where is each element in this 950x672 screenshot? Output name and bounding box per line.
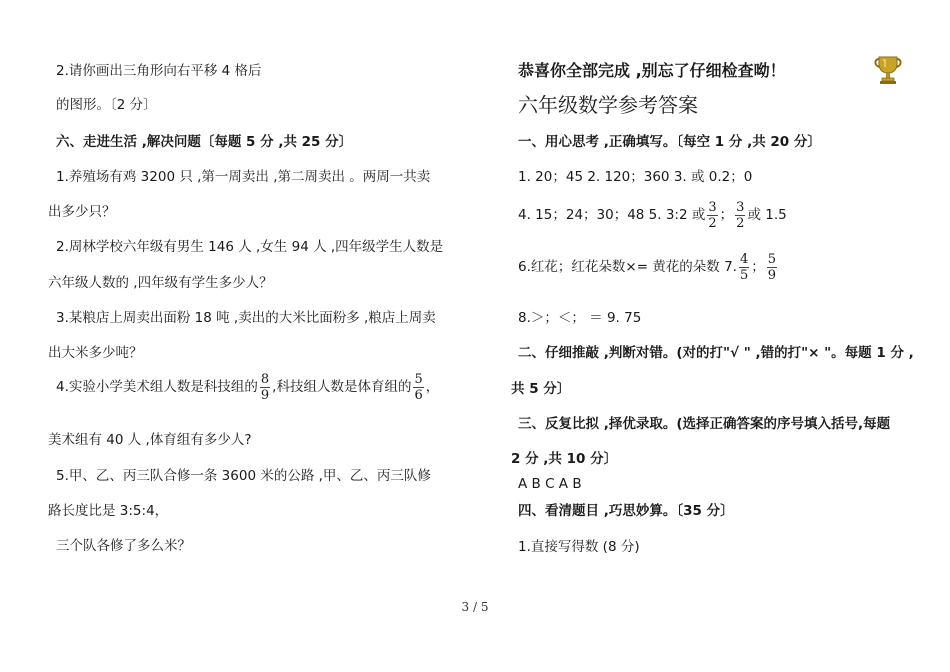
problem-1-line-1: 1.养殖场有鸡 3200 只 ,第一周卖出 ,第二周卖出 。两周一共卖	[56, 169, 431, 185]
fraction-5-9: $\frac{5}{9}$	[767, 251, 777, 283]
fraction-4-5: $\frac{4}{5}$	[739, 251, 749, 283]
answers-8-9: 8.＞；＜； ＝ 9. 75	[518, 310, 642, 326]
answer-section-1-heading: 一、用心思考 ,正确填写。〔每空 1 分 ,共 20 分〕	[518, 134, 821, 150]
answers-1-3: 1. 20；45 2. 120；360 3. 或 0.2；0	[518, 169, 753, 185]
problem-3-line-2: 出大米多少吨？	[48, 345, 143, 361]
page-number: 3 / 5	[461, 600, 489, 614]
trophy-icon	[873, 54, 903, 86]
answer-section-3-heading-line-1: 三、反复比拟 ,择优录取。(选择正确答案的序号填入括号,每题	[518, 416, 891, 432]
answer-4-1: 1.直接写得数 (8 分)	[518, 539, 640, 555]
problem-5-line-2: 路长度比是 3:5:4，	[48, 503, 169, 519]
problem-4-line-2: 美术组有 40 人 ,体育组有多少人?	[48, 432, 252, 448]
question-2-line-2: 的图形。〔2 分〕	[56, 97, 157, 113]
answers-6-7-text-b: ；	[751, 259, 765, 275]
fraction-3-2-b: $\frac{3}{2}$	[736, 199, 745, 231]
problem-5-line-1: 5.甲、乙、丙三队合修一条 3600 米的公路 ,甲、乙、丙三队修	[56, 468, 431, 484]
problem-2-line-1: 2.周林学校六年级有男生 146 人 ,女生 94 人 ,四年级学生人数是	[56, 239, 444, 255]
problem-4-text-c: ，	[425, 379, 440, 395]
answer-section-4-heading: 四、看清题目 ,巧思妙算。〔35 分〕	[518, 503, 734, 519]
problem-5-line-3: 三个队各修了多么米？	[56, 538, 191, 554]
problem-4-line-1	[56, 370, 439, 404]
choice-answers: A B C A B	[518, 476, 582, 492]
answers-4-5-text-b: ；	[719, 207, 734, 223]
answers-4-5-text-a: 4. 15；24；30；48 5. 3:2 或	[518, 207, 706, 223]
congrats-heading: 恭喜你全部完成 ,别忘了仔细检查呦！	[518, 61, 786, 80]
fraction-8-9: $\frac{8}{9}$	[260, 371, 270, 403]
answers-6-7-text-a: 6.红花；红花朵数×= 黄花的朵数 7.	[518, 259, 737, 275]
answers-4-5	[518, 198, 787, 232]
answers-4-5-text-c: 或 1.5	[747, 207, 787, 223]
answer-section-3-heading-line-2: 2 分 ,共 10 分〕	[511, 451, 618, 467]
answer-section-2-heading-line-2: 共 5 分〕	[511, 381, 571, 397]
problem-3-line-1: 3.某粮店上周卖出面粉 18 吨 ,卖出的大米比面粉多 ,粮店上周卖	[56, 310, 436, 326]
problem-4-text-b: ,科技组人数是体育组的	[272, 379, 412, 395]
answers-6-7	[518, 250, 779, 284]
answer-section-2-heading-line-1: 二、仔细推敲 ,判断对错。(对的打"√ " ,错的打"× "。每题 1 分 ,	[518, 345, 914, 361]
fraction-3-2-a: $\frac{3}{2}$	[708, 199, 717, 231]
problem-2-line-2: 六年级人数的 ,四年级有学生多少人？	[48, 275, 273, 291]
section-6-heading: 六、走进生活 ,解决问题〔每题 5 分 ,共 25 分〕	[56, 134, 353, 150]
problem-4-text-a: 4.实验小学美术组人数是科技组的	[56, 379, 258, 395]
problem-1-line-2: 出多少只？	[48, 204, 116, 220]
question-2-line-1: 2.请你画出三角形向右平移 4 格后	[56, 63, 262, 79]
fraction-5-6: $\frac{5}{6}$	[414, 371, 423, 403]
answer-key-title: 六年级数学参考答案	[518, 93, 698, 117]
